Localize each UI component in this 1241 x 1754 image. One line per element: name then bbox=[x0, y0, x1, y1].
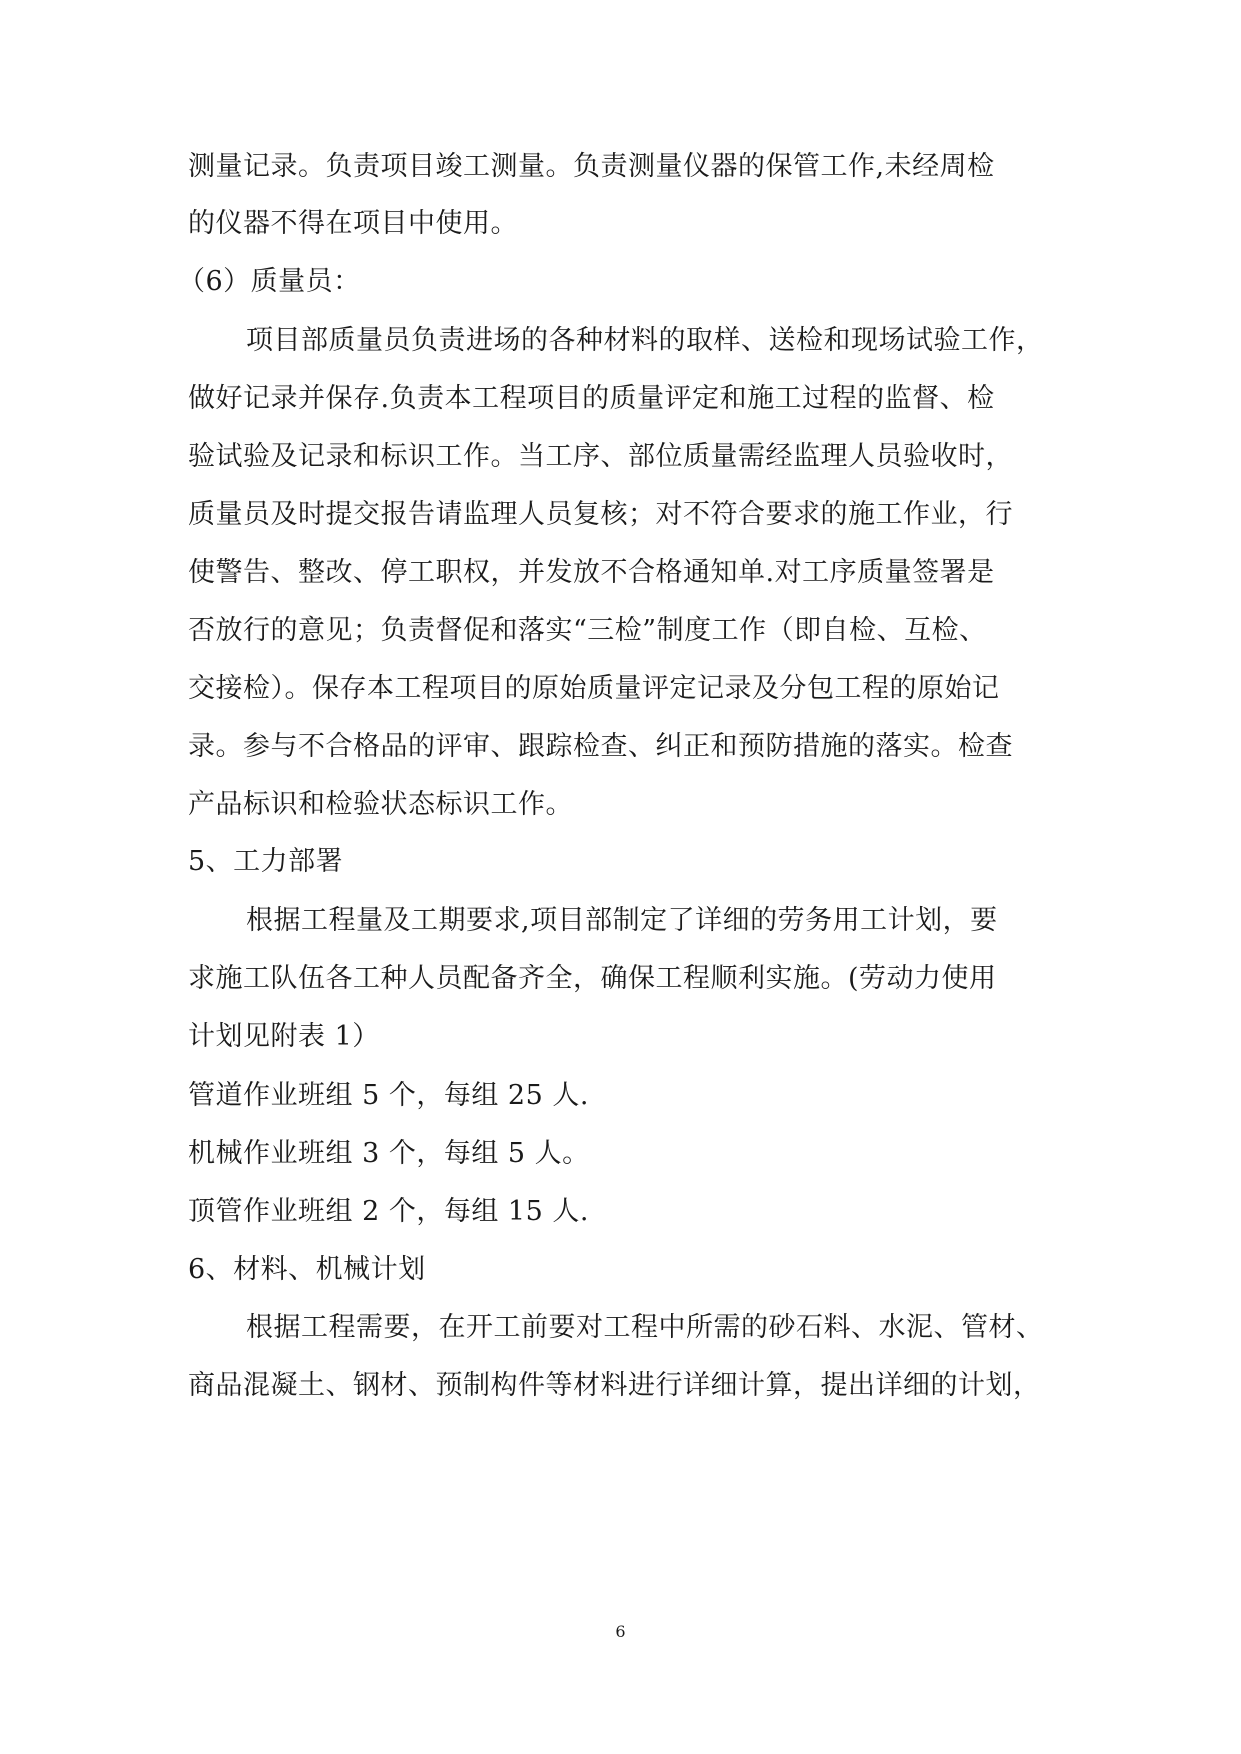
text-line-11: 录。参与不合格品的评审、跟踪检查、纠正和预防措施的落实。检查 bbox=[188, 731, 1013, 762]
text-line-9: 否放行的意见；负责督促和落实“三检”制度工作（即自检、互检、 bbox=[188, 615, 987, 646]
text-line-15: 求施工队伍各工种人员配备齐全，确保工程顺利实施。(劳动力使用 bbox=[188, 963, 997, 994]
team-item-machinery: 机械作业班组 3 个，每组 5 人。 bbox=[188, 1138, 590, 1169]
section-heading-quality-officer: （6）质量员： bbox=[178, 266, 361, 297]
text-line-1: 测量记录。负责项目竣工测量。负责测量仪器的保管工作,未经周检 bbox=[188, 151, 995, 182]
text-line-8: 使警告、整改、停工职权，并发放不合格通知单.对工序质量签署是 bbox=[188, 557, 995, 588]
text-line-5: 做好记录并保存.负责本工程项目的质量评定和施工过程的监督、检 bbox=[188, 383, 995, 414]
team-item-pipeline: 管道作业班组 5 个，每组 25 人. bbox=[188, 1080, 589, 1111]
section-heading-labor: 5、工力部署 bbox=[188, 846, 344, 877]
text-line-14: 根据工程量及工期要求,项目部制定了详细的劳务用工计划，要 bbox=[246, 905, 998, 936]
section-heading-materials: 6、材料、机械计划 bbox=[188, 1254, 426, 1285]
text-line-16: 计划见附表 1） bbox=[188, 1021, 380, 1052]
text-line-21: 根据工程需要，在开工前要对工程中所需的砂石料、水泥、管材、 bbox=[246, 1312, 1044, 1343]
text-line-4: 项目部质量员负责进场的各种材料的取样、送检和现场试验工作， bbox=[246, 325, 1044, 356]
text-line-12: 产品标识和检验状态标识工作。 bbox=[188, 789, 573, 820]
text-line-6: 验试验及记录和标识工作。当工序、部位质量需经监理人员验收时， bbox=[188, 441, 1013, 472]
text-line-22: 商品混凝土、钢材、预制构件等材料进行详细计算，提出详细的计划， bbox=[188, 1370, 1041, 1401]
text-line-10: 交接检）。保存本工程项目的原始质量评定记录及分包工程的原始记 bbox=[188, 673, 1000, 704]
page-number: 6 bbox=[615, 1622, 626, 1641]
text-line-2: 的仪器不得在项目中使用。 bbox=[188, 208, 518, 239]
text-line-7: 质量员及时提交报告请监理人员复核；对不符合要求的施工作业，行 bbox=[188, 499, 1013, 530]
team-item-pipe-jacking: 顶管作业班组 2 个，每组 15 人. bbox=[188, 1196, 589, 1227]
